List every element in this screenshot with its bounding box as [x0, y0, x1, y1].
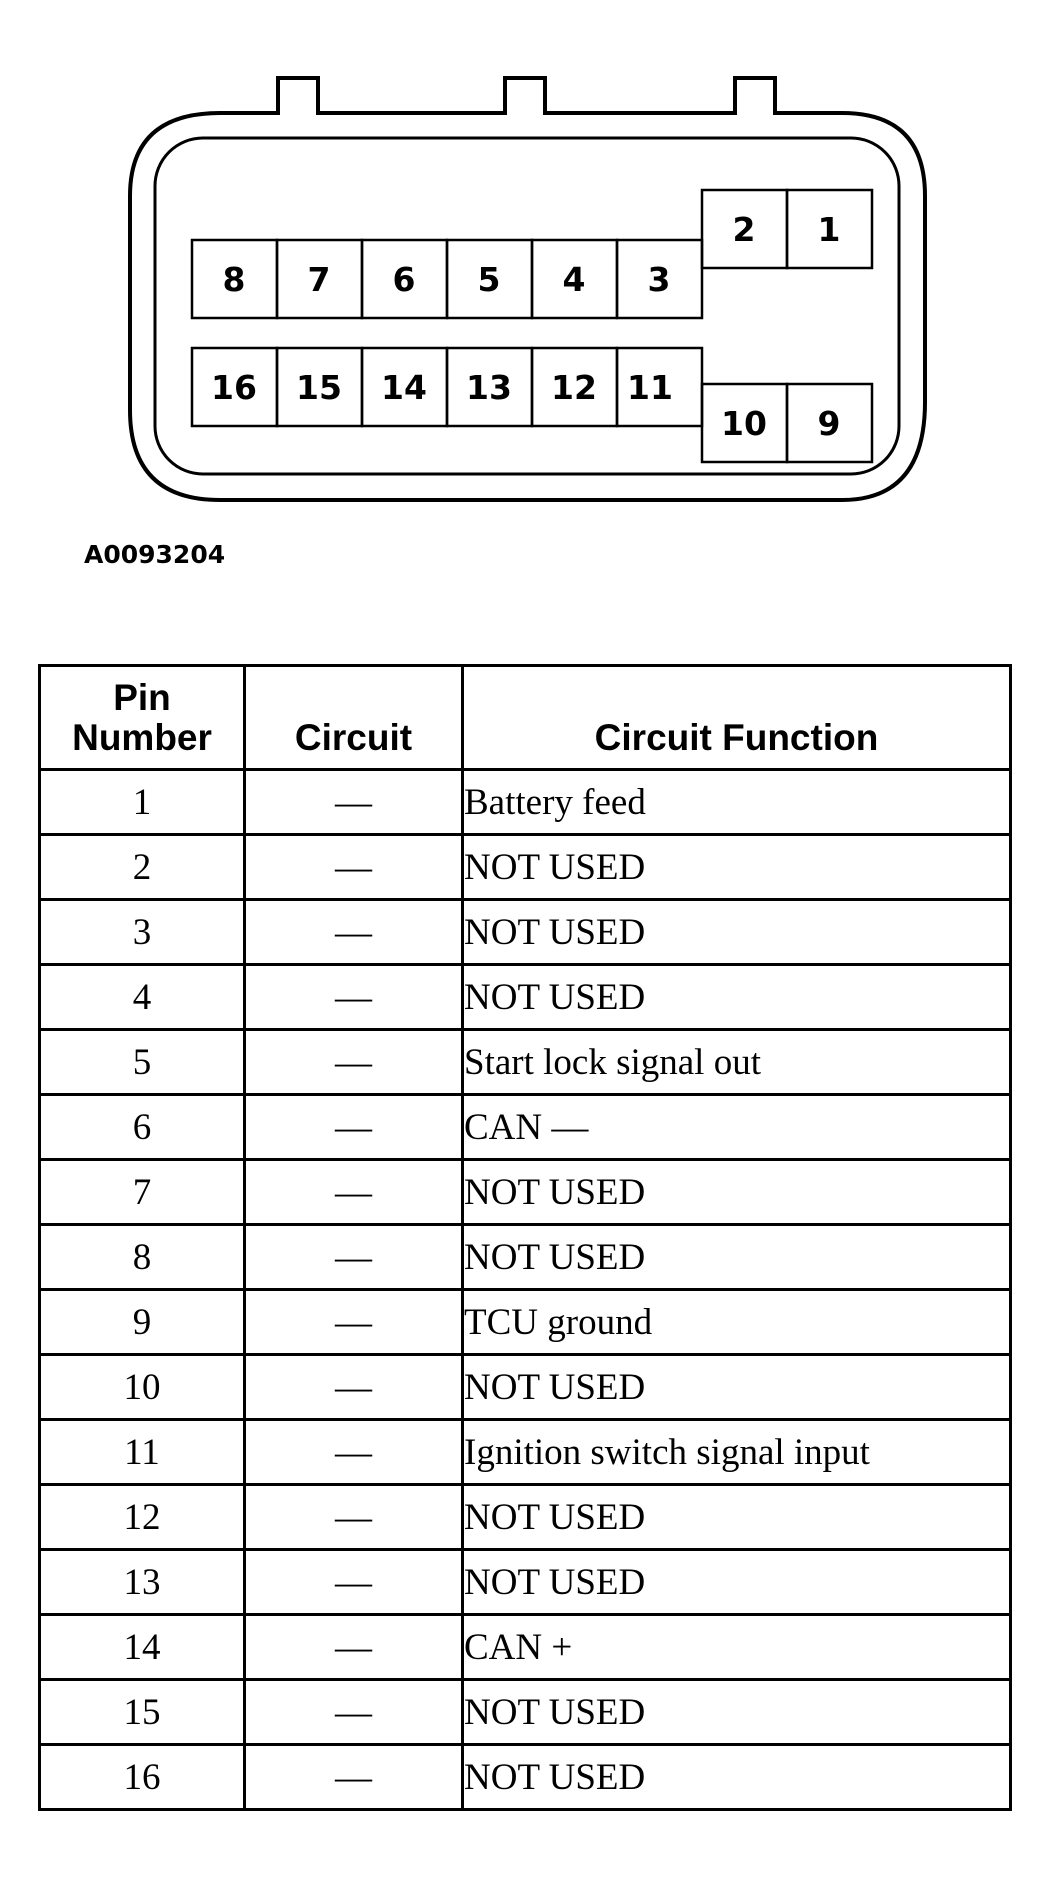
table-row — [40, 770, 1011, 835]
table-row — [40, 1355, 1011, 1420]
circuit-function-cell: Battery feed — [463, 770, 1011, 835]
circuit-function-cell: Ignition switch signal input — [463, 1420, 1011, 1485]
pin-label: 10 — [721, 404, 767, 443]
pin-label: 16 — [211, 368, 257, 407]
circuit-cell: — — [245, 1290, 463, 1355]
table-row — [40, 1550, 1011, 1615]
header-circuit-function: Circuit Function — [463, 666, 1011, 770]
pin-label: 14 — [381, 368, 427, 407]
pin-number-cell: 8 — [40, 1225, 245, 1290]
pin-label: 9 — [817, 404, 841, 443]
circuit-function-cell: CAN — — [463, 1095, 1011, 1160]
pin-number-cell: 5 — [40, 1030, 245, 1095]
header-pin-number-line2: Number — [72, 717, 212, 758]
table-row — [40, 1030, 1011, 1095]
connector-diagram — [0, 0, 1049, 560]
pin-number-cell: 7 — [40, 1160, 245, 1225]
pin-label: 3 — [647, 260, 671, 299]
table-header-row — [40, 666, 1011, 770]
table-row — [40, 1745, 1011, 1810]
circuit-function-cell: CAN + — [463, 1615, 1011, 1680]
pin-number-cell: 3 — [40, 900, 245, 965]
table-row — [40, 900, 1011, 965]
circuit-function-cell: NOT USED — [463, 965, 1011, 1030]
pin-number-cell: 4 — [40, 965, 245, 1030]
pin-number-cell: 11 — [40, 1420, 245, 1485]
table-row — [40, 1160, 1011, 1225]
circuit-function-cell: Start lock signal out — [463, 1030, 1011, 1095]
circuit-cell: — — [245, 1160, 463, 1225]
circuit-cell: — — [245, 1680, 463, 1745]
pin-label: 4 — [562, 260, 586, 299]
pin-label: 5 — [477, 260, 501, 299]
circuit-function-cell: NOT USED — [463, 900, 1011, 965]
circuit-cell: — — [245, 770, 463, 835]
pin-label: 1 — [817, 210, 841, 249]
circuit-function-cell: NOT USED — [463, 1160, 1011, 1225]
pin-number-cell: 1 — [40, 770, 245, 835]
circuit-cell: — — [245, 1485, 463, 1550]
pin-label: 8 — [222, 260, 246, 299]
table-row — [40, 965, 1011, 1030]
circuit-cell: — — [245, 1225, 463, 1290]
pin-cavities — [192, 190, 872, 462]
pin-label: 7 — [307, 260, 331, 299]
pin-label: 12 — [551, 368, 597, 407]
circuit-cell: — — [245, 1745, 463, 1810]
pin-label: 6 — [392, 260, 416, 299]
pinout-table — [38, 664, 1012, 1811]
pin-label: 15 — [296, 368, 342, 407]
table-row — [40, 1420, 1011, 1485]
circuit-function-cell: NOT USED — [463, 1485, 1011, 1550]
circuit-cell: — — [245, 1420, 463, 1485]
pin-number-cell: 13 — [40, 1550, 245, 1615]
table-row — [40, 1095, 1011, 1160]
circuit-function-cell: NOT USED — [463, 1680, 1011, 1745]
circuit-cell: — — [245, 965, 463, 1030]
pin-label: 11 — [627, 368, 673, 407]
table-row — [40, 1485, 1011, 1550]
pin-number-cell: 10 — [40, 1355, 245, 1420]
pin-number-cell: 14 — [40, 1615, 245, 1680]
circuit-function-cell: NOT USED — [463, 1745, 1011, 1810]
table-row — [40, 1290, 1011, 1355]
pin-number-cell: 15 — [40, 1680, 245, 1745]
pin-label: 2 — [732, 210, 756, 249]
table-row — [40, 835, 1011, 900]
circuit-cell: — — [245, 1030, 463, 1095]
circuit-cell: — — [245, 1095, 463, 1160]
circuit-function-cell: NOT USED — [463, 1225, 1011, 1290]
pin-number-cell: 9 — [40, 1290, 245, 1355]
connector-housing-outer — [130, 78, 925, 500]
figure-code: A0093204 — [84, 540, 226, 569]
circuit-cell: — — [245, 900, 463, 965]
circuit-function-cell: NOT USED — [463, 1550, 1011, 1615]
table-row — [40, 1225, 1011, 1290]
circuit-cell: — — [245, 1550, 463, 1615]
circuit-cell: — — [245, 1355, 463, 1420]
header-circuit: Circuit — [245, 666, 463, 770]
circuit-cell: — — [245, 1615, 463, 1680]
header-pin-number-line1: Pin — [113, 677, 171, 718]
table-row — [40, 1615, 1011, 1680]
circuit-cell: — — [245, 835, 463, 900]
pin-number-cell: 16 — [40, 1745, 245, 1810]
pin-label: 13 — [466, 368, 512, 407]
circuit-function-cell: NOT USED — [463, 835, 1011, 900]
pin-number-cell: 2 — [40, 835, 245, 900]
header-pin-number — [40, 666, 245, 770]
circuit-function-cell: NOT USED — [463, 1355, 1011, 1420]
circuit-function-cell: TCU ground — [463, 1290, 1011, 1355]
table-row — [40, 1680, 1011, 1745]
pin-number-cell: 12 — [40, 1485, 245, 1550]
pin-number-cell: 6 — [40, 1095, 245, 1160]
